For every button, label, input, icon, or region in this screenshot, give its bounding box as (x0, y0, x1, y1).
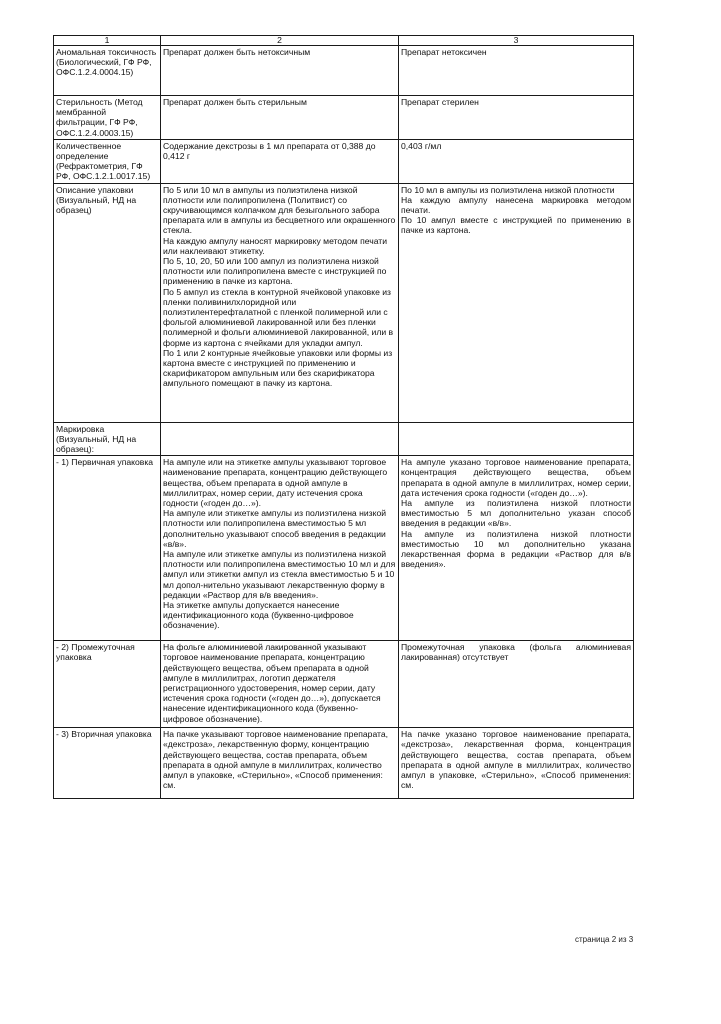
requirement (161, 422, 399, 456)
result-line: По 10 ампул вместе с инструкцией по применению в пачке из картона. (401, 215, 631, 236)
table-row-package (54, 183, 634, 422)
result-line: На каждую ампулу нанесена маркировка методом печати. (401, 194, 631, 216)
requirement-line: По 1 или 2 контурные ячейковые упаковки или формы из картона вместе с инструкцией по применению и скарификатором ампульным или без скарификатора ампульного помещают в пачку из картона. (163, 347, 393, 389)
result-line: На ампуле из полиэтилена низкой плотности вместимостью 10 мл дополнительно указана лекарственная форма в редакции «Раствор для в/в введения». (401, 528, 631, 570)
result: 0,403 г/мл (399, 139, 634, 183)
subsection-label: - 1) Первичная упаковка (54, 456, 161, 641)
table-row-intermediate-package (54, 641, 634, 728)
test-name: Описание упаковки (Визуальный, НД на образец) (54, 183, 161, 422)
test-name: Стерильность (Метод мембранной фильтрации, ГФ РФ, ОФС.1.2.4.0003.15) (54, 96, 161, 140)
test-name: Количественное определение (Рефрактометрия, ГФ РФ, ОФС.1.2.1.0017.15) (54, 139, 161, 183)
requirement-line: На этикетке ампулы допускается нанесение идентификационного кода (буквенно-цифровое обозначение). (163, 600, 354, 631)
requirement-line: На ампуле или на этикетке ампулы указывают торговое наименование препарата, концентрацию действующего вещества, объем препарата в одной ампуле в миллилитрах, номер серии, дату истечения срока годности («годен до…»). (163, 457, 388, 509)
result (399, 456, 634, 641)
requirement: Препарат должен быть стерильным (161, 96, 399, 140)
test-name: Маркировка (Визуальный, НД на образец): (54, 422, 161, 456)
result-line: На ампуле из полиэтилена низкой плотности вместимостью 5 мл дополнительно указан способ введения в редакции «в/в». (401, 498, 631, 529)
table-row-secondary-package (54, 728, 634, 799)
result-line: По 10 мл в ампулы из полиэтилена низкой плотности (401, 184, 615, 195)
requirement-line: По 5, 10, 20, 50 или 100 ампул из полиэтилена низкой плотности или полипропилена вместе с инструкцией по применению в пачке из картона. (163, 256, 387, 287)
requirement-line: На каждую ампулу наносят маркировку методом печати или наклеивают этикетку. (163, 235, 388, 256)
requirement: Препарат должен быть нетоксичным (161, 46, 399, 96)
requirement: На фольге алюминиевой лакированной указывают торговое наименование препарата, концентрацию действующего вещества, объем препарата в одной ампуле в миллилитрах, логотип держателя регистрационного удостоверения, номер серии, дату истечения срока годности («годен до…»), допускается нанесение идентификационного кода (буквенно-цифровое обозначение). (161, 641, 399, 728)
page-number: страница 2 из 3 (575, 935, 634, 944)
requirement (161, 183, 399, 422)
table-row-sterility (54, 96, 634, 140)
header-col-3: 3 (399, 36, 634, 46)
result-line: На ампуле указано торговое наименование препарата, концентрация действующего вещества, объем препарата в одной ампуле в миллилитрах, номер серии, дата истечения срока годности («годен до…»). (401, 457, 631, 498)
table-row-marking-header (54, 422, 634, 456)
requirement: Содержание декстрозы в 1 мл препарата от 0,388 до 0,412 г (161, 139, 399, 183)
test-name: Аномальная токсичность (Биологический, ГФ РФ, ОФС.1.2.4.0004.15) (54, 46, 161, 96)
result: На пачке указано торговое наименование препарата, «декстроза», лекарственная форма, концентрация действующего вещества, состав препарата, объем препарата в одной ампуле в миллилитрах, количество ампул в упаковке, «Стерильно», «Способ применения: см. (399, 728, 634, 799)
table-row-toxicity (54, 46, 634, 96)
subsection-label: - 3) Вторичная упаковка (54, 728, 161, 799)
requirement-line: На ампуле или этикетке ампулы из полиэтилена низкой плотности или полипропилена вместимостью 5 мл дополнительно указывают способ введения в редакции «в/в». (163, 508, 387, 549)
header-row (54, 36, 634, 46)
requirement-line: На ампуле или этикетке ампулы из полиэтилена низкой плотности или полипропилена вместимостью 10 мл и для ампул или этикетки ампул из стекла вместимостью 5 и 10 мл допол-нительно указывают лекарственную форму в редакции «Раствор для в/в введения». (163, 549, 396, 600)
spec-table (53, 35, 634, 799)
requirement-line: По 5 ампул из стекла в контурной ячейковой упаковке из пленки поливинилхлоридной или полиэтилентерефталатной с пленкой полимерной или с фольгой алюминиевой лакированной или без пленки полимерной и фольги алюминиевой лакированной, или в форме из картона с ячейками для укладки ампул. (163, 286, 394, 348)
requirement: На пачке указывают торговое наименование препарата, «декстроза», лекарственную форму, концентрацию действующего вещества, состав препарата, объем препарата в одной ампуле в миллилитрах, количество ампул в упаковке, «Стерильно», «Способ применения: см. (161, 728, 399, 799)
requirement-line: По 5 или 10 мл в ампулы из полиэтилена низкой плотности или полипропилена (Политвист) со скручивающимся колпачком для безыгольного забора препарата или в ампулы из бесцветного или окрашенного стекла. (163, 184, 396, 236)
requirement (161, 456, 399, 641)
result: Препарат стерилен (399, 96, 634, 140)
result (399, 183, 634, 422)
table-row-primary-package (54, 456, 634, 641)
result (399, 422, 634, 456)
header-col-2: 2 (161, 36, 399, 46)
header-col-1: 1 (54, 36, 161, 46)
subsection-label: - 2) Промежуточная упаковка (54, 641, 161, 728)
table-row-quantitative (54, 139, 634, 183)
result: Препарат нетоксичен (399, 46, 634, 96)
result: Промежуточная упаковка (фольга алюминиевая лакированная) отсутствует (399, 641, 634, 728)
